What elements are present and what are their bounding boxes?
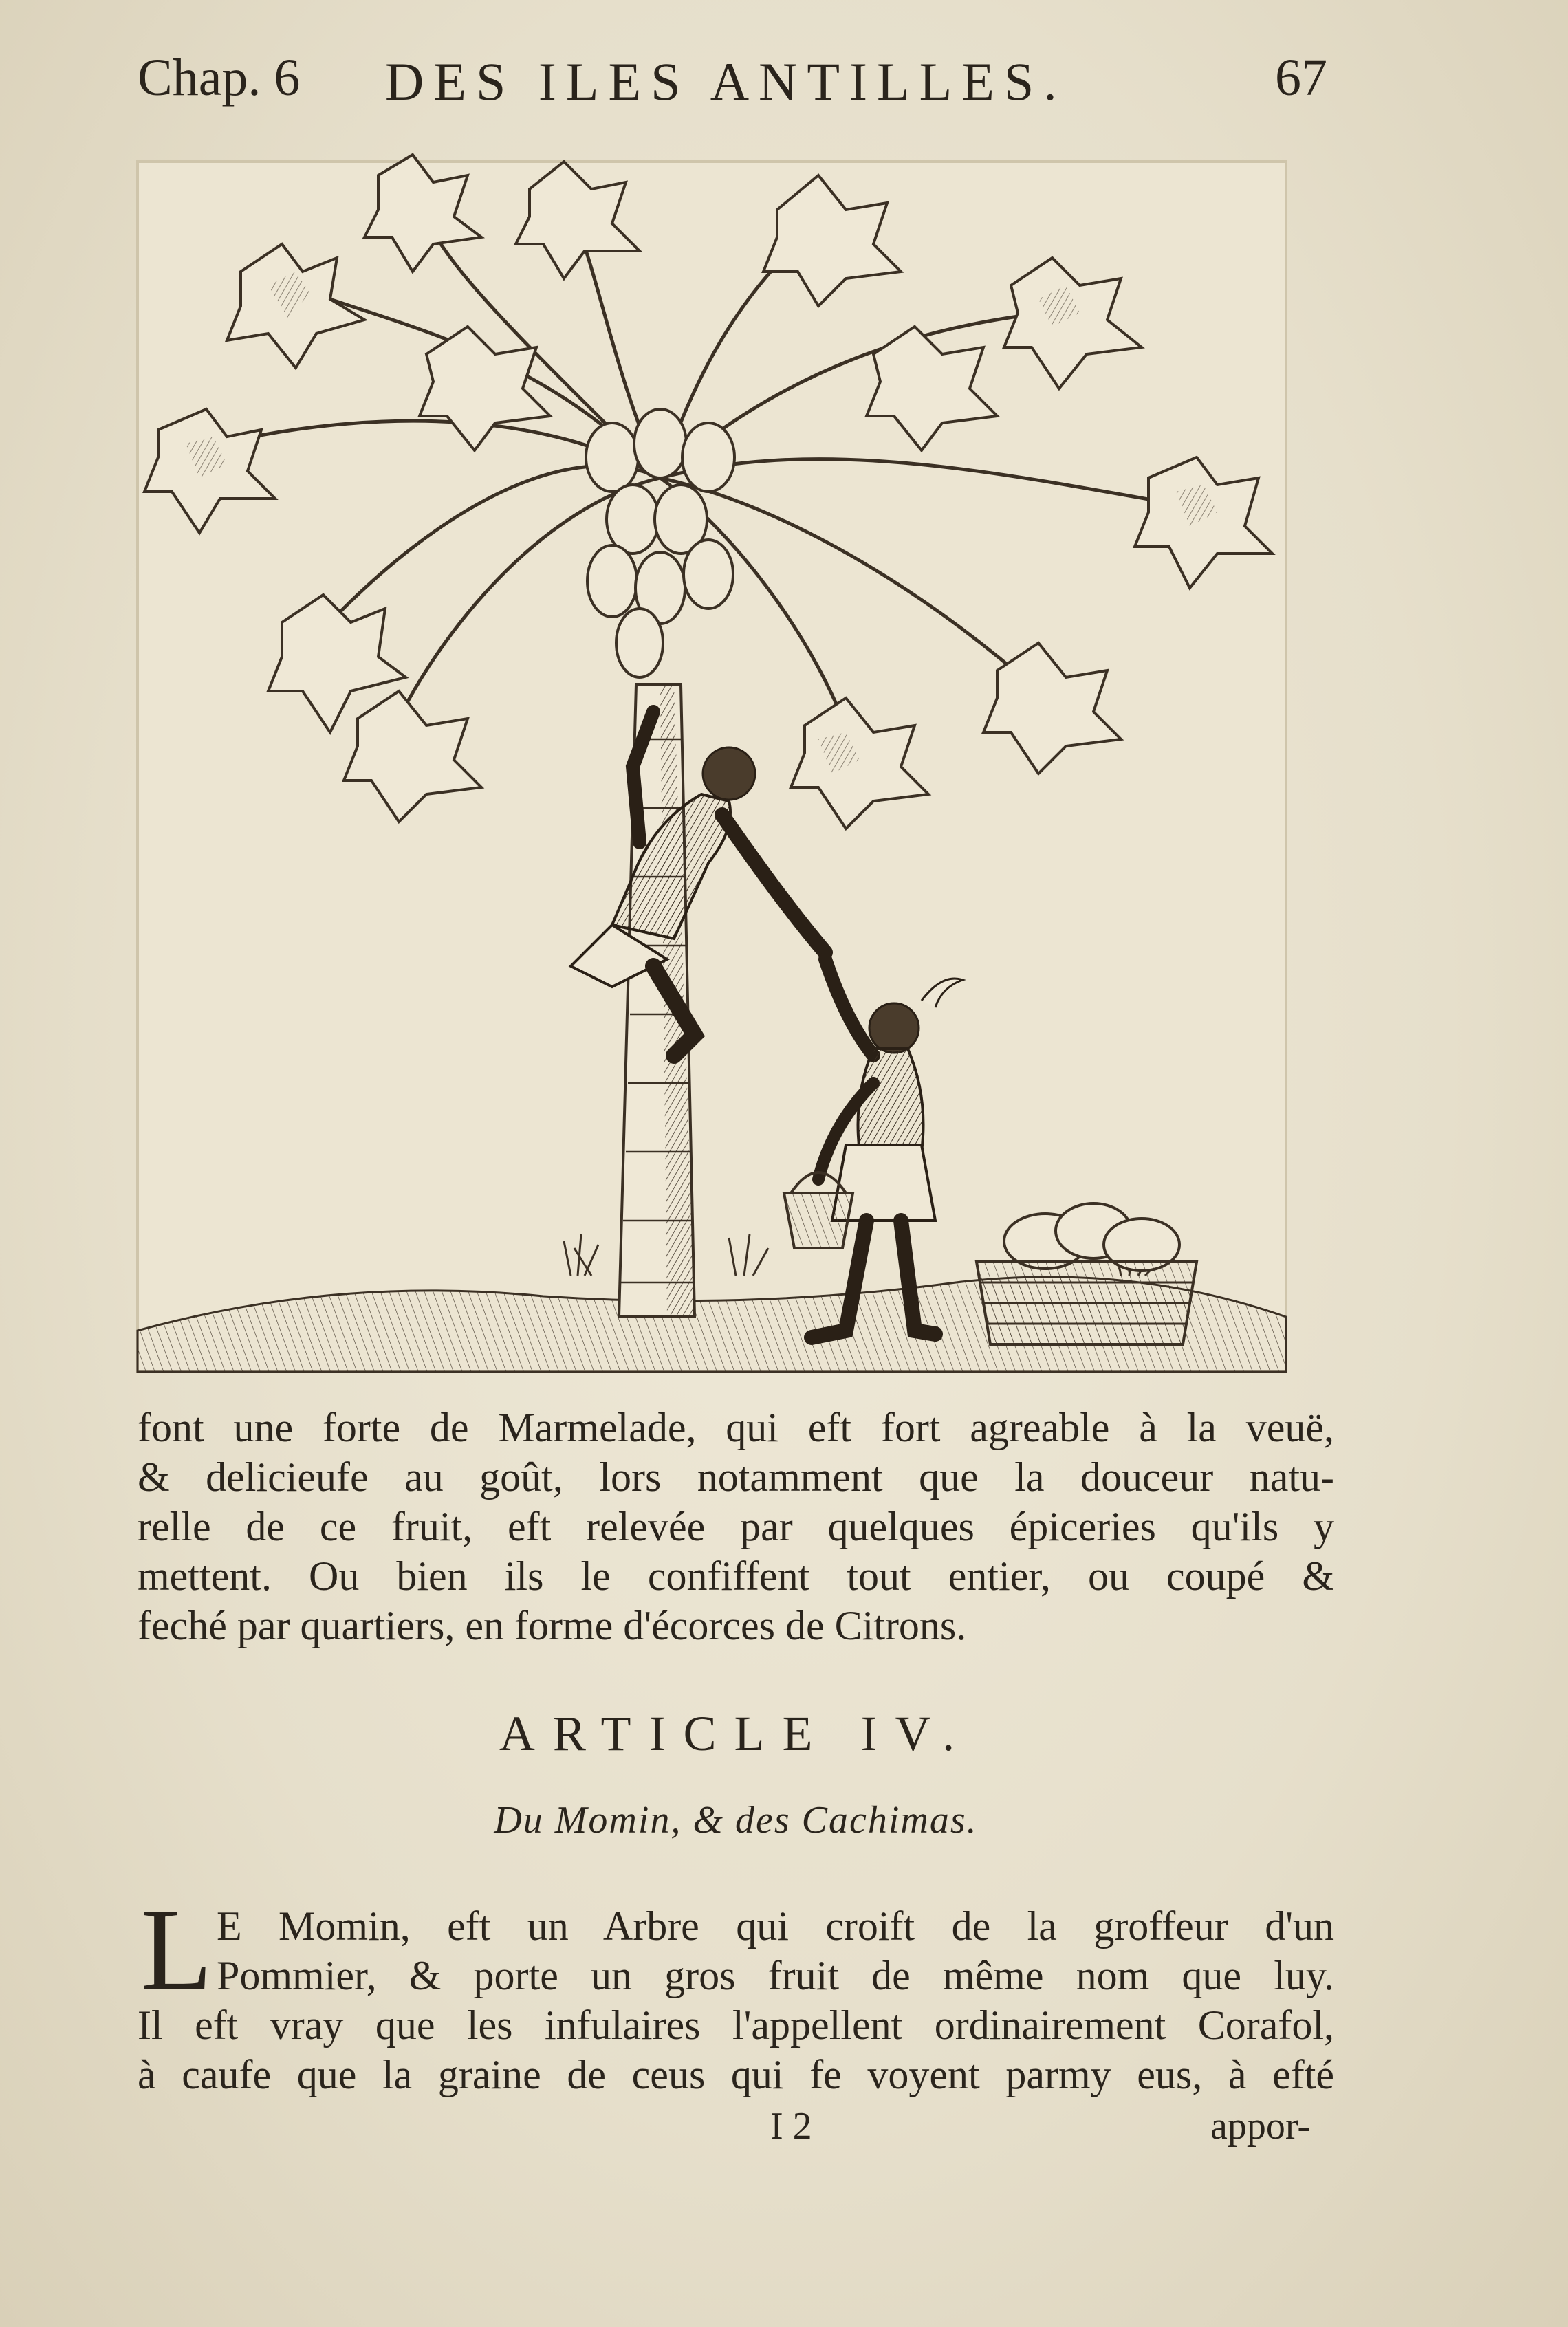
- running-head: [138, 41, 1327, 117]
- signature-mark: I 2: [770, 2105, 812, 2148]
- chapter-label: Chap. 6: [138, 49, 301, 107]
- papaya-tree-engraving: [131, 148, 1293, 1386]
- article-paragraph: [138, 1901, 1334, 2099]
- text-line: font une forte de Marmelade, qui eft fort agreable à la veuë,: [138, 1405, 1334, 1450]
- article-heading: ARTICLE IV.: [499, 1706, 973, 1761]
- text-line: Pommier, & porte un gros fruit de même nom que luy.: [217, 1953, 1334, 1998]
- text-line: mettent. Ou bien ils le confiffent tout entier, ou coupé &: [138, 1553, 1334, 1599]
- text-line: à caufe que la graine de ceus qui fe voyent parmy eus, à efté: [138, 2052, 1334, 2097]
- text-line: relle de ce fruit, eft relevée par quelques épiceries qu'ils y: [138, 1504, 1334, 1549]
- drop-cap: L: [141, 1885, 213, 2014]
- page-number: 67: [1275, 49, 1327, 107]
- text-line: feché par quartiers, en forme d'écorces de Citrons.: [138, 1603, 967, 1648]
- article-subheading: Du Momin, & des Cachimas.: [494, 1799, 978, 1842]
- paragraph-continuation: [138, 1403, 1334, 1650]
- engraving-svg: [131, 148, 1293, 1386]
- catchword: appor-: [1210, 2105, 1311, 2148]
- text-line: Il eft vray que les infulaires l'appellent ordinairement Corafol,: [138, 2002, 1334, 2048]
- text-line: E Momin, eft un Arbre qui croift de la groffeur d'un: [217, 1903, 1334, 1949]
- book-title: DES ILES ANTILLES.: [385, 52, 1067, 111]
- text-line: & delicieufe au goût, lors notamment que la douceur natu-: [138, 1454, 1334, 1500]
